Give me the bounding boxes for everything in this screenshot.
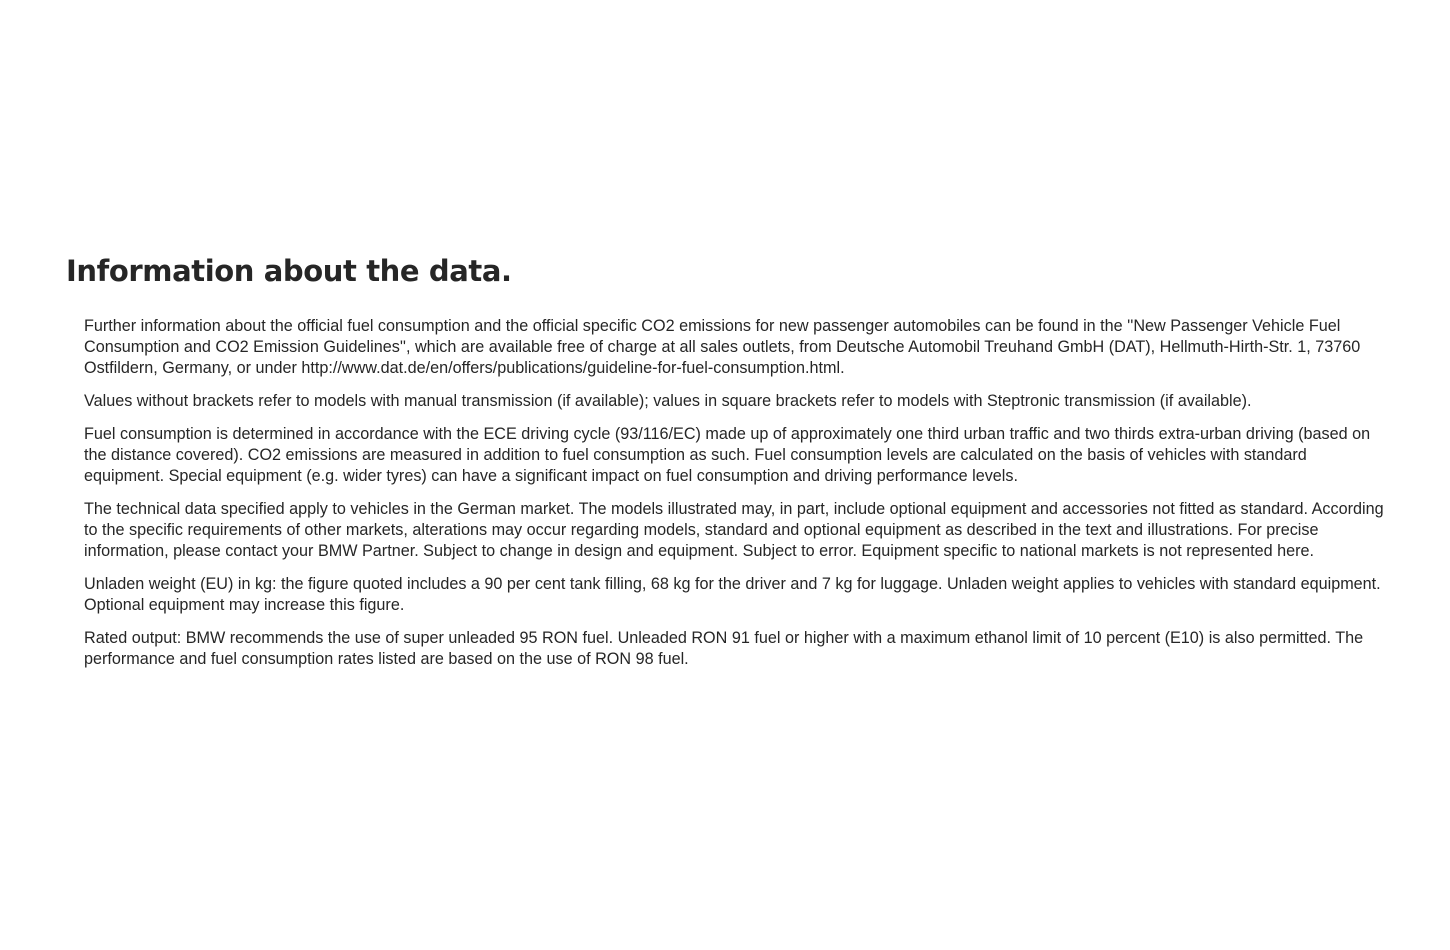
data-info-section — [66, 252, 1396, 682]
paragraph-unladen-weight: Unladen weight (EU) in kg: the figure quoted includes a 90 per cent tank filling, 68 kg for the driver and 7 kg for luggage. Unladen weight applies to vehicles with standard equipment. Optional equipment may increase this figure. — [84, 575, 1381, 614]
section-title: Information about the data. — [66, 254, 512, 288]
paragraph-fuel-consumption: Fuel consumption is determined in accordance with the ECE driving cycle (93/116/EC) made up of approximately one third urban traffic and two thirds extra-urban driving (based on the distance covered). CO2 emissions are measured in addition to fuel consumption as such. Fuel consumption levels are calculated on the basis of vehicles with standard equipment. Special equipment (e.g. wider tyres) can have a significant impact on fuel consumption and driving performance levels. — [84, 425, 1371, 485]
paragraph-brackets-note: Values without brackets refer to models with manual transmission (if available); values in square brackets refer to models with Steptronic transmission (if available). — [84, 392, 1252, 410]
paragraph-technical-data: The technical data specified apply to vehicles in the German market. The models illustrated may, in part, include optional equipment and accessories not fitted as standard. According to the specific requirements of other markets, alterations may occur regarding models, standard and optional equipment as described in the text and illustrations. For precise information, please contact your BMW Partner. Subject to change in design and equipment. Subject to error. Equipment specific to national markets is not represented here. — [84, 500, 1384, 560]
paragraph-fuel-guidelines: Further information about the official fuel consumption and the official specific CO2 emissions for new passenger automobiles can be found in the ''New Passenger Vehicle Fuel Consumption and CO2 Emission Guidelines'', which are available free of charge at all sales outlets, from Deutsche Automobil Treuhand GmbH (DAT), Hellmuth-Hirth-Str. 1, 73760 Ostfildern, Germany, or under http://www.dat.de/en/offers/publications/guideline-for-fuel-consumption.html. — [84, 317, 1361, 377]
paragraph-rated-output: Rated output: BMW recommends the use of super unleaded 95 RON fuel. Unleaded RON 91 fuel or higher with a maximum ethanol limit of 10 percent (E10) is also permitted. The performance and fuel consumption rates listed are based on the use of RON 98 fuel. — [84, 629, 1364, 668]
info-body — [66, 316, 1386, 670]
